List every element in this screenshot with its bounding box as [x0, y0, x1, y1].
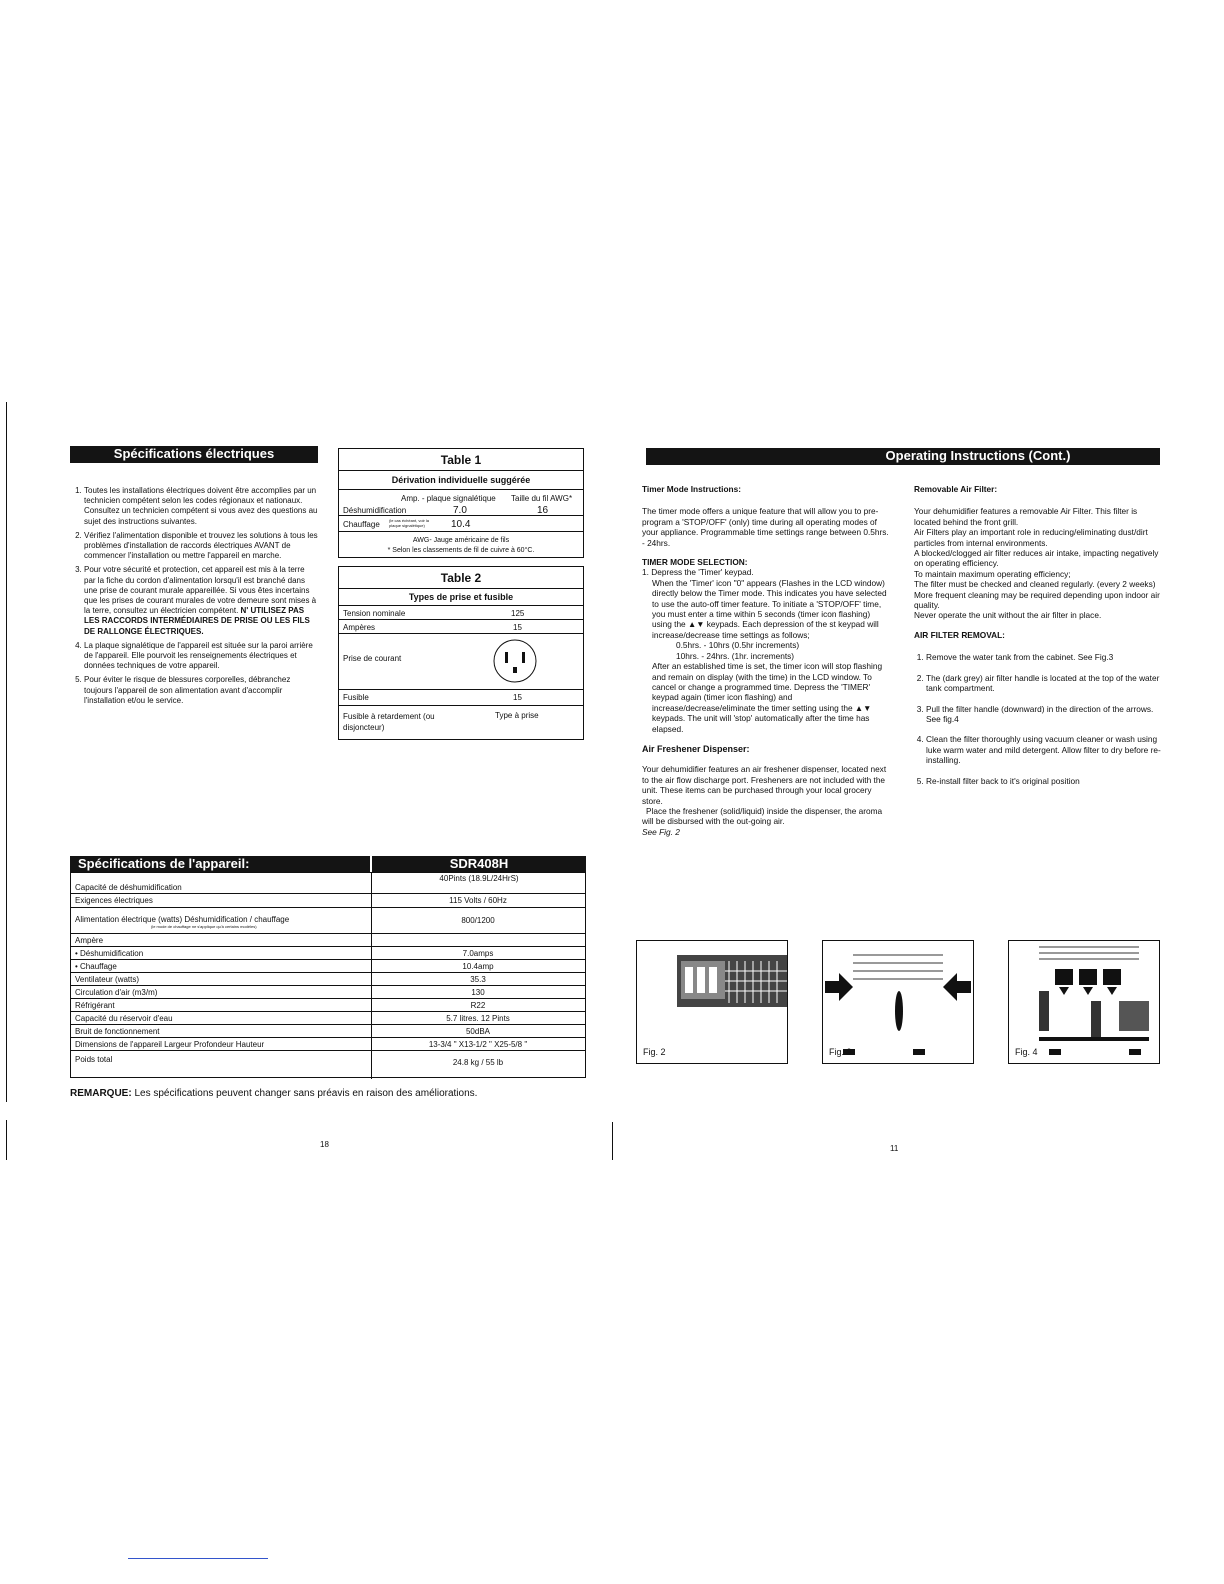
spec-row-value: 40Pints (18.9L/24HrS) [439, 874, 519, 883]
spec-row-label: Poids total [75, 1055, 113, 1064]
table-2-row-1-value: 125 [511, 609, 525, 618]
spec-row-value: 13-3/4 " X13-1/2 " X25-5/8 " [428, 1040, 528, 1049]
outlet-icon [491, 637, 539, 685]
table-2-title: Table 2 [440, 571, 482, 585]
filter-line: The filter must be checked and cleaned regularly. (every 2 weeks) [914, 579, 1156, 590]
appliance-specs-table [70, 856, 586, 1078]
remark [70, 1088, 477, 1099]
table-1-col-amp: Amp. - plaque signalétique [401, 494, 496, 503]
spec-item-3-warning: N' UTILISEZ PAS LES RACCORDS INTERMÉDIAIRES DE PRISE OU LES FILS DE RALLONGE ÉLECTRIQUES. [84, 606, 310, 636]
removal-step: 3. Pull the filter handle (downward) in the direction of the arrows. See fig.4 [926, 704, 1164, 725]
table-1-row-1-amp: 7.0 [453, 505, 467, 516]
filter-line: Air Filters play an important role in reducing/eliminating dust/dirt particles from internal environments. [914, 527, 1148, 548]
remark-label: REMARQUE: [70, 1088, 132, 1099]
spec-row-value: 10.4amp [462, 962, 494, 971]
spec-row-label: Circulation d'air (m3/m) [75, 988, 158, 997]
table-2-row-4-value: 15 [513, 693, 522, 702]
electrical-specs-list [70, 486, 318, 710]
spec-item-4: 4. La plaque signalétique de l'appareil est située sur la paroi arrière de l'appareil. Elle pourvoit les renseignements électriques et données techniques de votre appareil. [84, 641, 318, 672]
remark-text: Les spécifications peuvent changer sans préavis en raison des améliorations. [134, 1088, 478, 1099]
table-1-row-1-label: Déshumidification [343, 506, 407, 515]
bottom-blue-line [128, 1558, 268, 1559]
table-2-row-1-label: Tension nominale [343, 609, 406, 618]
figure-3-label: Fig. 3 [829, 1047, 852, 1057]
page-number-left: 18 [320, 1140, 329, 1149]
appliance-model: SDR408H [372, 856, 586, 872]
table-2-subtitle: Types de prise et fusible [408, 592, 514, 602]
spec-row-value: 7.0amps [462, 949, 494, 958]
timer-heading: Timer Mode Instructions: [642, 484, 741, 494]
spec-row-value: R22 [470, 1001, 486, 1010]
freshener-body: Your dehumidifier features an air freshener dispenser, located next to the air flow discharge port. Fresheners are not included with the unit. These items can be purchased through your local grocery store. [642, 764, 887, 806]
removal-step: 4. Clean the filter thoroughly using vacuum cleaner or wash using luke warm water and mild detergent. Allow filter to dry before re-installing. [926, 734, 1164, 765]
table-2-row-5-value: Type à prise [495, 711, 539, 720]
table-2-row-2-label: Ampères [343, 623, 376, 632]
filter-line: Your dehumidifier features a removable Air Filter. This filter is located behind the front grill. [914, 506, 1138, 527]
filter-heading: Removable Air Filter: [914, 484, 998, 494]
timer-selection-step: 1. Depress the 'Timer' keypad. [642, 567, 754, 578]
removal-steps [914, 652, 1164, 786]
table-1-row-1-wire: 16 [537, 505, 549, 516]
appliance-specs-title: Spécifications de l'appareil: [70, 856, 370, 872]
table-1 [338, 448, 584, 558]
center-fold-line [612, 1122, 613, 1160]
timer-intro: The timer mode offers a unique feature that will allow you to pre-program a 'STOP/OFF' (only) time during all operating modes of your appliance. Programmable time settings range between 0.5hrs. - 24hrs. [642, 506, 889, 548]
water-tank-removal-illustration [823, 941, 973, 1063]
table-1-row-2-amp: 10.4 [451, 519, 471, 530]
timer-range-1: 0.5hrs. - 10hrs (0.5hr increments) [676, 640, 800, 651]
left-edge-line-bottom [6, 1120, 7, 1160]
figure-2-label: Fig. 2 [643, 1047, 666, 1057]
table-1-footnote-1: AWG- Jauge américaine de fils [412, 537, 510, 544]
spec-row-label: Réfrigérant [75, 1001, 115, 1010]
removal-step: 5. Re-install filter back to it's original position [926, 776, 1164, 786]
table-1-row-2-note: (le cas échéant, voir la plaque signalétique) [389, 518, 430, 528]
spec-row-label: Ventilateur (watts) [75, 975, 140, 984]
filter-handle-illustration [1009, 941, 1159, 1063]
filter-line: A blocked/clogged air filter reduces air intake, impacting negatively on operating efficiency. [914, 548, 1159, 569]
freshener-body-2: Place the freshener (solid/liquid) inside the dispenser, the aroma will be disbursed with the out-going air. [642, 805, 883, 827]
filter-line: More frequent cleaning may be required depending upon indoor air quality. [914, 589, 1160, 611]
spec-row-label: Exigences électriques [75, 896, 153, 905]
left-edge-line [6, 402, 7, 1102]
filter-line: Never operate the unit without the air filter in place. [914, 610, 1102, 621]
removal-step: 1. Remove the water tank from the cabinet. See Fig.3 [926, 652, 1164, 662]
dehumidifier-grill-illustration [677, 951, 787, 1011]
page-number-right: 11 [890, 1144, 899, 1153]
spec-row-label: Capacité de déshumidification [75, 883, 182, 892]
spec-row-value: 35.3 [470, 975, 486, 984]
electrical-specs-banner: Spécifications électriques [70, 446, 318, 463]
spec-row-label: • Chauffage [75, 962, 117, 971]
spec-item-2: 2. Vérifiez l'alimentation disponible et trouvez les solutions à tous les problèmes d'installation de raccords électriques AVANT de commencer l'installation ou mettre l'appareil en marche. [84, 531, 318, 562]
spec-row-label: Dimensions de l'appareil Largeur Profondeur Hauteur [75, 1040, 265, 1049]
spec-row-label: Bruit de fonctionnement [75, 1027, 160, 1036]
spec-row-value: 115 Volts / 60Hz [449, 896, 507, 905]
figure-2 [636, 940, 788, 1064]
timer-range-2: 10hrs. - 24hrs. (1hr. increments) [676, 650, 795, 661]
table-2-row-4-label: Fusible [343, 693, 369, 702]
freshener-see-fig: See Fig. 2 [642, 826, 680, 837]
table-1-title: Table 1 [440, 453, 482, 467]
appliance-specs-grid [70, 872, 586, 1078]
table-2-row-2-value: 15 [513, 623, 522, 632]
table-1-footnote-2: * Selon les classements de fil de cuivre à 60°C. [387, 547, 535, 554]
spec-item-1: 1. Toutes les installations électriques doivent être accomplies par un technicien compétent selon les codes régionaux et nationaux. Consultez un technicien compétent si vous avez des questions au sujet des instructions suivantes. [84, 486, 318, 527]
operating-instructions-banner: Operating Instructions (Cont.) [646, 448, 1160, 465]
spec-row-label: Capacité du réservoir d'eau [75, 1014, 173, 1023]
timer-after: After an established time is set, the timer icon will stop flashing and remain on display (with the time) in the LCD window. To cancel or change a programmed time. Depress the 'TIMER' keypad again (timer icon flashing) and increase/decrease/eliminate the timer setting using the ▲▼ keypads. The unit will 'stop' automatically after the time has elapsed. [652, 661, 883, 734]
freshener-heading: Air Freshener Dispenser: [642, 743, 750, 754]
spec-row-label: Ampère [75, 936, 104, 945]
timer-selection-heading: TIMER MODE SELECTION: [642, 557, 748, 568]
spec-item-3: 3. Pour votre sécurité et protection, cet appareil est mis à la terre par la fiche du cordon d'alimentation lorsqu'il est branché dans une prise de courant murale appareillée. Si vous êtes incertains que les prises de courant murales de votre demeure sont mises à la terre, consultez un électricien compétent. N' UTILISEZ PAS LES RACCORDS INTERMÉDIAIRES DE PRISE OU LES FILS DE RALLONGE ÉLECTRIQUES. [84, 565, 318, 636]
spec-row-value: 24.8 kg / 55 lb [452, 1058, 504, 1067]
table-1-subtitle: Dérivation individuelle suggérée [391, 475, 531, 485]
spec-row-value: 800/1200 [461, 916, 495, 925]
figure-4-label: Fig. 4 [1015, 1047, 1038, 1057]
table-1-row-2-label: Chauffage [343, 520, 380, 529]
timer-selection-body: When the 'Timer' icon "0" appears (Flashes in the LCD window) directly below the Timer mode. This indicates you have selected to use the auto-off timer feature. To initiate a 'STOP/OFF' time, you must enter a time within 5 seconds (timer icon flashing) using the ▲▼ keypads. Each depression of the st keypad will increase/decrease time settings as follows; [652, 577, 887, 640]
figure-4 [1008, 940, 1160, 1064]
table-1-col-wire: Taille du fil AWG* [511, 494, 573, 503]
table-2 [338, 566, 584, 740]
spec-row-sublabel: (le mode de chauffage ne s'applique qu'à certains modèles) [151, 924, 257, 929]
spec-row-value: 130 [471, 988, 485, 997]
spec-row-value: 5.7 litres. 12 Pints [446, 1014, 510, 1023]
filter-column [914, 484, 1164, 786]
filter-line: To maintain maximum operating efficiency; [914, 568, 1071, 579]
table-2-row-5-label: Fusible à retardement (ou disjoncteur) [343, 712, 435, 732]
spec-row-label: • Déshumidification [75, 949, 144, 958]
figure-3 [822, 940, 974, 1064]
table-2-row-3-label: Prise de courant [343, 654, 402, 663]
removal-heading: AIR FILTER REMOVAL: [914, 629, 1005, 640]
timer-column [642, 484, 892, 837]
spec-row-value: 50dBA [465, 1027, 491, 1036]
removal-step: 2. The (dark grey) air filter handle is located at the top of the water tank compartment. [926, 673, 1164, 694]
filter-body [914, 506, 1164, 620]
spec-row-label: Alimentation électrique (watts) Déshumidification / chauffage [75, 915, 290, 924]
spec-item-5: 5. Pour éviter le risque de blessures corporelles, débranchez toujours l'appareil de son alimentation avant d'accomplir l'installation et/ou le service. [84, 675, 318, 706]
